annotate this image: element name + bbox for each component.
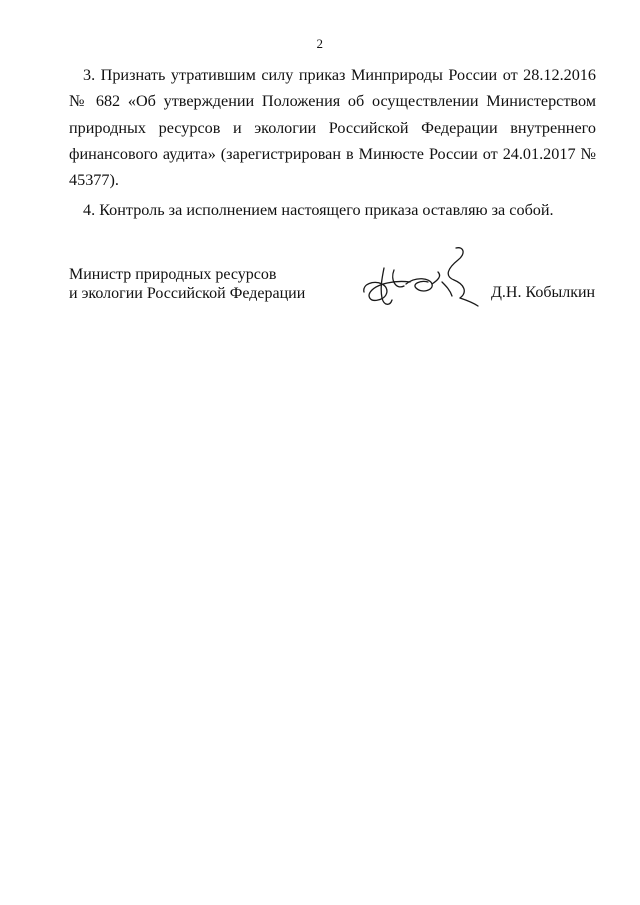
signature-icon [360,240,490,320]
signatory-title-line-1: Министр природных ресурсов [69,266,277,283]
paragraph-4: 4. Контроль за исполнением настоящего приказа оставляю за собой. [83,201,554,220]
paragraph-3: 3. Признать утратившим силу приказ Минприроды России от 28.12.2016 № 682 «Об утверждении Положения об осуществлении Министерством природных ресурсов и экологии Российской Федерации внутреннего финансового аудита» (зарегистрирован в Минюсте России от 24.01.2017 № 45377). [69,66,596,190]
page-number: 2 [316,36,324,51]
signatory-title [69,266,305,303]
document-body [69,62,596,224]
signatory-title-line-2: и экологии Российской Федерации [69,284,306,302]
signatory-name: Д.Н. Кобылкин [491,284,596,301]
